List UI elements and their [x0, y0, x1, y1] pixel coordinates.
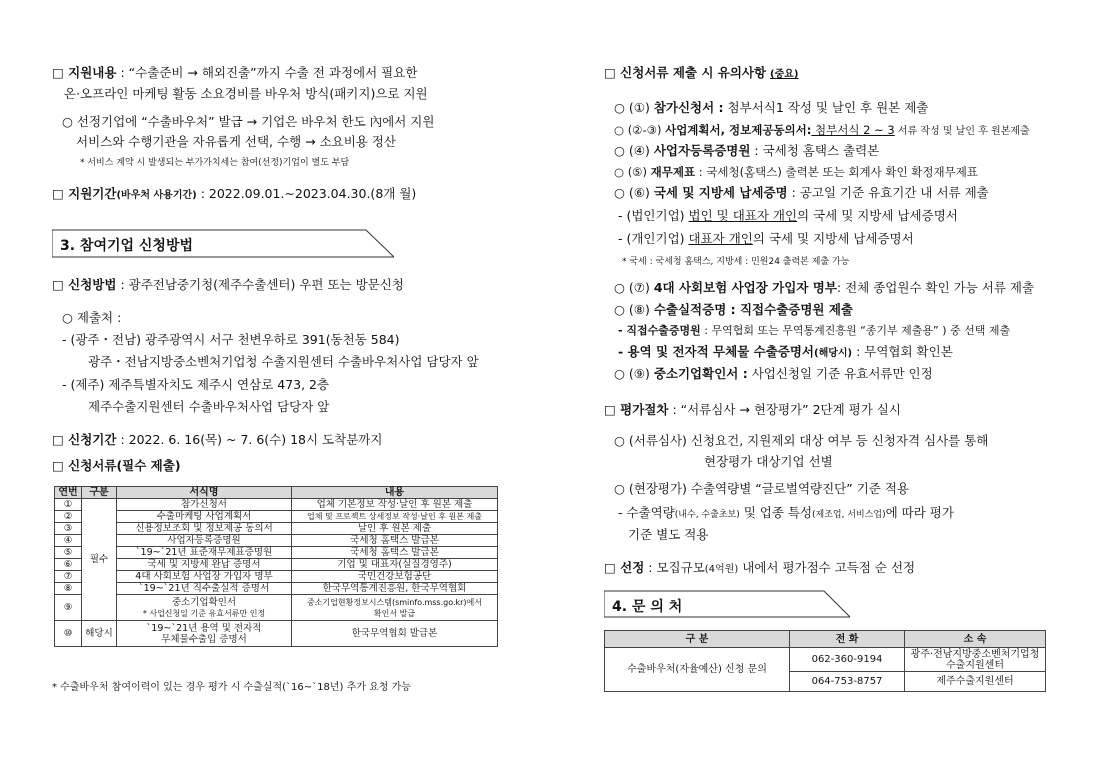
selection: □ 선정 : 모집규모(4억원) 내에서 평가점수 고득점 순 선정 [604, 560, 916, 575]
caution-item-1: ○ (①) 참가신청서 : 첨부서식1 작성 및 날인 후 원본 제출 [614, 100, 929, 115]
col-header-category: 구분 [82, 487, 117, 499]
tax-note: * 국세 : 국세청 홈택스, 지방세 : 민원24 출력본 제출 가능 [622, 257, 850, 267]
table-row: 수출바우처(자율예산) 신청 문의 062-360-9194 광주·전남지방중소벤처기업청 수출지원센터 [605, 648, 1046, 672]
table-row: ④ 사업자등록증명원 국세청 홈택스 발급본 [55, 535, 498, 547]
gwangju-recipient: 광주・전남지방중소벤처기업청 수출지원센터 수출바우처사업 담당자 앞 [88, 354, 479, 369]
support-period: □ 지원기간(바우처 사용기간) : 2022.09.01.∼2023.04.30.(8개 월) [52, 186, 417, 201]
section4-title: 4. 문 의 처 [612, 599, 683, 615]
contact-header-category: 구 분 [605, 631, 790, 648]
caution-item-4: ○ (⑤) 재무제표 : 국세청(홈택스) 출력본 또는 회계사 확인 확정재무제표 [614, 165, 978, 179]
table-row: ⑩ 해당시 `19~`21년 용역 및 전자적 무체물수출입 증명서 한국무역협회 발급본 [55, 621, 498, 647]
caution-item-9: ○ (⑨) 중소기업확인서 : 사업신청일 기준 유효서류만 인정 [614, 366, 933, 381]
table-footnote: * 수출바우처 참여이력이 있는 경우 평가 시 수출실적(`16~`18년) 추가 요청 가능 [52, 682, 411, 693]
caution-item-3: ○ (④) 사업자등록증명원 : 국세청 홈택스 출력본 [614, 143, 880, 158]
section3-title: 3. 참여기업 신청방법 [60, 238, 193, 254]
table-row: ⑧ `19~`21년 직수출실적 증명서 한국무역통계진흥원, 한국무역협회 [55, 583, 498, 595]
table-row: 064-753-8757 제주수출지원센터 [605, 672, 1046, 692]
section3-header [52, 229, 397, 259]
eval-adjust-line2: 기준 별도 적용 [628, 527, 709, 542]
caution-item-8: ○ (⑧) 수출실적증명 : 직접수출증명원 제출 [614, 302, 854, 317]
jeju-address: - (제주) 제주특별자치도 제주시 연삼로 473, 2층 [62, 377, 330, 392]
contact-phone: 062-360-9194 [790, 648, 905, 672]
table-row: ① 필수 참가신청서 업체 기본정보 작성·날인 후 원본 제출 [55, 499, 498, 511]
gwangju-address: - (광주・전남) 광주광역시 서구 천변우하로 391(동천동 584) [62, 332, 400, 347]
category-applicable: 해당시 [82, 621, 117, 647]
voucher-bullet-line1: ○ 선정기업에 “수출바우처” 발급 → 기업은 바우처 한도 內에서 지원 [62, 114, 435, 129]
apply-method: □ 신청방법 : 광주전남중기청(제주수출센터) 우편 또는 방문신청 [52, 277, 404, 292]
eval-process: □ 평가절차 : “서류심사 → 현장평가” 2단계 평가 실시 [604, 402, 901, 417]
support-content-line2: 온·오프라인 마케팅 활동 소요경비를 바우처 방식(패키지)으로 지원 [64, 86, 428, 101]
contact-header-phone: 전 화 [790, 631, 905, 648]
table-row: ③ 신용정보조회 및 정보제공 동의서 날인 후 원본 제출 [55, 523, 498, 535]
jeju-recipient: 제주수출지원센터 수출바우처사업 담당자 앞 [88, 399, 330, 414]
export-service: - 용역 및 전자적 무체물 수출증명서(해당시) : 무역협회 확인본 [618, 344, 953, 359]
voucher-bullet-line2: 서비스와 수행기관을 자유롭게 선택, 수행 → 소요비용 정산 [76, 134, 396, 149]
caution-item-7: ○ (⑦) 4대 사회보험 사업장 가입자 명부: 전체 종업원수 확인 가능 서류 제출 [614, 280, 1035, 295]
eval-doc-line2: 현장평가 대상기업 선별 [704, 454, 833, 469]
eval-doc-line1: ○ (서류심사) 신청요건, 지원제외 대상 여부 등 신청자격 심사를 통해 [614, 433, 989, 448]
col-header-no: 연번 [55, 487, 82, 499]
caution-item-5: ○ (⑥) 국세 및 지방세 납세증명 : 공고일 기준 유효기간 내 서류 제출 [614, 185, 989, 200]
eval-adjust-line1: - 수출역량(내수, 수출초보) 및 업종 특성(제조업, 서비스업)에 따라 평가 [618, 505, 954, 520]
vat-note: * 서비스 계약 시 발생되는 부가가치세는 참여(선정)기업이 별도 부담 [80, 158, 350, 168]
col-header-form: 서식명 [117, 487, 292, 499]
export-direct: - 직접수출증명원 : 무역협회 또는 무역통계진흥원 “종기부 제출용” ) 중 선택 제출 [618, 324, 1011, 337]
contact-phone: 064-753-8757 [790, 672, 905, 692]
tax-individual: - (개인기업) 대표자 개인의 국세 및 지방세 납세증명서 [618, 231, 914, 246]
tax-corp: - (법인기업) 법인 및 대표자 개인의 국세 및 지방세 납세증명서 [618, 208, 958, 223]
submit-place-label: ○ 제출처 : [62, 310, 122, 325]
docs-table [54, 486, 498, 647]
docs-title: □ 신청서류(필수 제출) [52, 458, 181, 473]
contact-header-org: 소 속 [905, 631, 1046, 648]
eval-field: ○ (현장평가) 수출역량별 “글로벌역량진단” 기준 적용 [614, 481, 909, 496]
table-row: ⑦ 4대 사회보험 사업장 가입자 명부 국민건강보험공단 [55, 571, 498, 583]
table-row: ⑨ 중소기업확인서 * 사업신청일 기준 유효서류만 인정 중소기업현황정보시스템(sminfo.mss.go.kr)에서 확인서 발급 [55, 595, 498, 621]
section4-header [604, 590, 854, 620]
apply-period: □ 신청기간 : 2022. 6. 16(목) ~ 7. 6(수) 18시 도착분까지 [52, 432, 383, 447]
table-row: ⑤ `19~`21년 표준재무제표증명원 국세청 홈택스 발급본 [55, 547, 498, 559]
table-row: ② 수출마케팅 사업계획서 업체 및 프로젝트 상세정보 작성·날인 후 원본 제출 [55, 511, 498, 523]
contact-category: 수출바우처(자율예산) 신청 문의 [605, 648, 790, 692]
contact-table [604, 630, 1046, 692]
caution-item-2: ○ (②-③) 사업계획서, 정보제공동의서: 첨부서식 2 ~ 3 서류 작성 및 날인 후 원본제출 [614, 123, 1030, 137]
category-required: 필수 [82, 499, 117, 621]
support-content-line1: □ 지원내용 : “수출준비 → 해외진출”까지 수출 전 과정에서 필요한 [52, 65, 418, 80]
caution-title: □ 신청서류 제출 시 유의사항 (중요) [604, 65, 799, 80]
table-row: ⑥ 국세 및 지방세 완납 증명서 기업 및 대표자(실질경영주) [55, 559, 498, 571]
col-header-content: 내용 [292, 487, 498, 499]
